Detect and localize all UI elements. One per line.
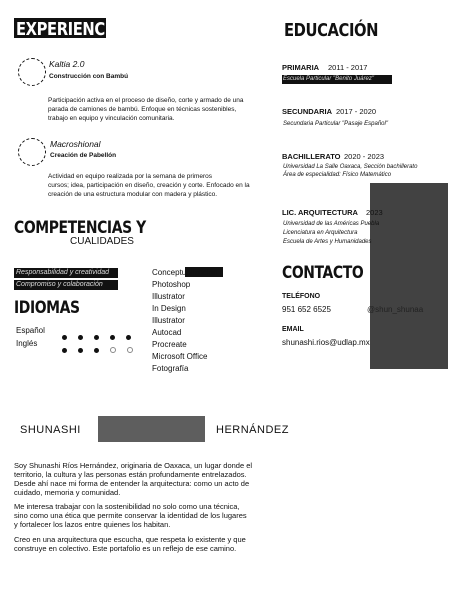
edu-school-3b: Área de especialidad: Físico Matemático bbox=[283, 172, 392, 178]
experiencia-role-2: Creación de Pabellón bbox=[50, 152, 117, 159]
edu-years-3: 2020 - 2023 bbox=[344, 152, 385, 161]
experiencia-desc-1b: parada de camiones de bambú. Enfoque en técnicas sostenibles, bbox=[48, 106, 237, 113]
bio-p3-line1: Creo en una arquitectura que escucha, que respeta lo existente y que bbox=[14, 535, 246, 544]
contacto-email-label: EMAIL bbox=[282, 326, 304, 333]
experiencia-desc-1c: trabajo en equipo y vinculación comunitaria. bbox=[48, 115, 175, 122]
name-box bbox=[98, 416, 205, 442]
competencia-right-2: Photoshop bbox=[152, 280, 191, 289]
kaltia-badge-icon bbox=[18, 58, 46, 86]
competencia-right-9: Fotografía bbox=[152, 364, 189, 373]
experiencia-org-2: Macroshional bbox=[50, 139, 101, 149]
competencia-right-3: Illustrator bbox=[152, 292, 185, 301]
idiomas-title: IDIOMAS bbox=[14, 298, 80, 318]
edu-level-1: PRIMARIA bbox=[282, 63, 320, 72]
competencias-subtitle: CUALIDADES bbox=[70, 236, 134, 247]
idioma-2-rating bbox=[62, 340, 144, 358]
idioma-2-label: Inglés bbox=[16, 339, 38, 348]
competencia-left-2: Compromiso y colaboración bbox=[16, 281, 103, 288]
edu-school-3: Universidad La Salle Oaxaca, Sección bachillerato bbox=[283, 164, 418, 170]
edu-level-2: SECUNDARIA bbox=[282, 107, 333, 116]
idioma-1-label: Español bbox=[16, 326, 45, 335]
bio-p2-line3: y fortalecer los lazos entre quienes los habitan. bbox=[14, 520, 171, 529]
experiencia-desc-2a: Actividad en equipo realizada por la semana de primeros bbox=[48, 173, 213, 180]
bio-p1-line2: territorio, la cultura y las personas están profundamente entrelazados. bbox=[14, 470, 247, 479]
competencia-right-1: Conceptualización bbox=[152, 268, 218, 277]
edu-school-4c: Escuela de Artes y Humanidades bbox=[283, 239, 372, 245]
rating-dot-icon bbox=[94, 348, 99, 353]
contacto-handle: @shun_shunaa bbox=[367, 305, 424, 314]
bio-p1-line3: Desde ahí nace mi forma de entender la arquitectura: como un acto de bbox=[14, 479, 250, 488]
experiencia-title: EXPERIENCIA bbox=[16, 19, 121, 40]
edu-level-4: LIC. ARQUITECTURA bbox=[282, 208, 358, 217]
competencia-right-7: Procreate bbox=[152, 340, 187, 349]
bio-p2-line2: sino como una ética que permite conservar la identidad de los lugares bbox=[14, 511, 247, 520]
competencia-right-8: Microsoft Office bbox=[152, 352, 208, 361]
experiencia-desc-2c: creación de una estructura modular con madera y plástico. bbox=[48, 191, 218, 198]
edu-years-2: 2017 - 2020 bbox=[336, 107, 377, 116]
experiencia-role-1: Construcción con Bambú bbox=[49, 73, 129, 80]
bio-p1-line4: cuidado, memoria y comunidad. bbox=[14, 488, 121, 497]
rating-dot-empty-icon bbox=[110, 347, 116, 353]
educacion-title: EDUCACIÓN bbox=[284, 20, 379, 41]
name-first: SHUNASHI bbox=[20, 424, 81, 436]
edu-school-4b: Licenciatura en Arquitectura bbox=[283, 230, 358, 236]
experiencia-desc-2b: cursos; idea, participación en diseño, creación y corte. Enfocado en la bbox=[48, 182, 250, 189]
edu-school-2: Secundaria Particular "Pasaje Español" bbox=[283, 121, 388, 127]
competencias-title: COMPETENCIAS Y bbox=[14, 218, 146, 238]
competencia-right-4: In Design bbox=[152, 304, 186, 313]
contacto-phone-label: TELÉFONO bbox=[282, 293, 321, 300]
edu-school-4: Universidad de las Américas Puebla bbox=[283, 221, 380, 227]
competencia-left-1: Responsabilidad y creatividad bbox=[16, 269, 109, 276]
rating-dot-icon bbox=[62, 348, 67, 353]
rating-dot-empty-icon bbox=[127, 347, 133, 353]
rating-dot-icon bbox=[78, 348, 83, 353]
name-last: HERNÁNDEZ bbox=[216, 424, 289, 436]
bio-p1-line1: Soy Shunashi Ríos Hernández, originaria de Oaxaca, un lugar donde el bbox=[14, 461, 253, 470]
edu-level-3: BACHILLERATO bbox=[282, 152, 341, 161]
experiencia-org-1: Kaltia 2.0 bbox=[49, 59, 85, 69]
edu-school-1: Escuela Particular "Benito Juárez" bbox=[283, 76, 374, 82]
pabellon-badge-icon bbox=[18, 138, 46, 166]
edu-years-4: 2023 bbox=[366, 208, 383, 217]
contacto-title: CONTACTO bbox=[282, 263, 364, 283]
contacto-phone: 951 652 6525 bbox=[282, 305, 331, 314]
bio-p2-line1: Me interesa trabajar con la sostenibilidad no solo como una técnica, bbox=[14, 502, 240, 511]
competencia-right-5: Illustrator bbox=[152, 316, 185, 325]
bio-p3-line2: construye en colectivo. Este portafolio es un reflejo de ese camino. bbox=[14, 544, 237, 553]
competencia-right-6: Autocad bbox=[152, 328, 182, 337]
contacto-email: shunashi.rios@udlap.mx bbox=[282, 338, 370, 347]
experiencia-desc-1a: Participación activa en el proceso de diseño, corte y armado de una bbox=[48, 97, 244, 104]
edu-years-1: 2011 - 2017 bbox=[328, 63, 368, 72]
